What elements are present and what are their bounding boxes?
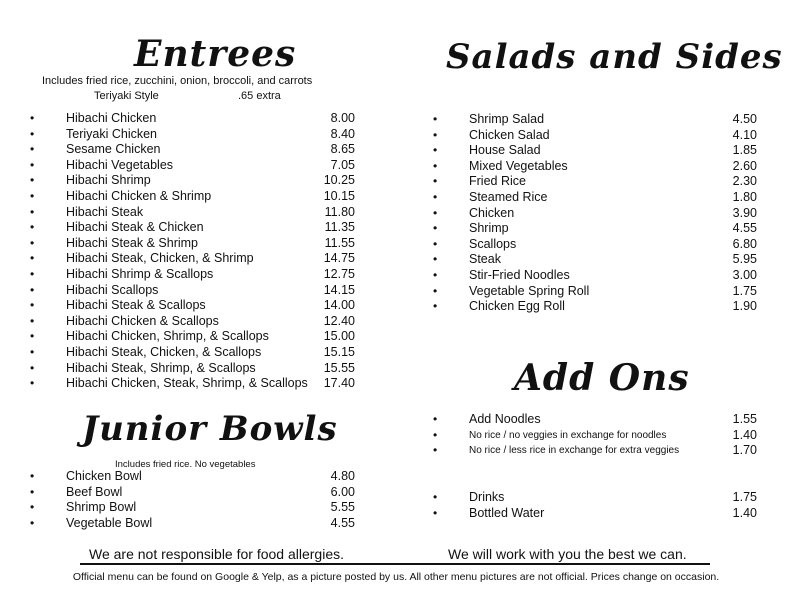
- menu-item-price: 11.35: [324, 220, 355, 235]
- menu-item-price: 4.50: [732, 112, 757, 126]
- bullet-icon: •: [433, 205, 438, 220]
- menu-item-name: Drinks: [469, 490, 505, 504]
- entrees-list: [30, 111, 355, 392]
- menu-item-name: Bottled Water: [469, 505, 545, 520]
- bullet-icon: •: [30, 329, 35, 344]
- menu-item-price: 12.75: [323, 266, 355, 281]
- menu-item-price: 1.85: [732, 143, 757, 158]
- menu-item-name: Hibachi Scallops: [66, 282, 159, 297]
- junior-bowls-list: [30, 469, 355, 531]
- allergy-notice: We are not responsible for food allergies.: [89, 546, 344, 562]
- menu-item-name: Hibachi Steak, Chicken, & Scallops: [66, 344, 262, 359]
- salads-sides-heading: Salads and Sides: [446, 37, 783, 77]
- bullet-icon: •: [30, 376, 35, 391]
- entrees-heading: Entrees: [134, 33, 297, 75]
- menu-item-name: Hibachi Chicken, Shrimp, & Scallops: [66, 329, 269, 344]
- menu-item: [433, 428, 757, 444]
- menu-item-price: 10.15: [323, 188, 355, 203]
- official-menu-footer: Official menu can be found on Google & Yelp, as a picture posted by us. All other menu pictures are not official. Prices change on occasion.: [72, 571, 720, 583]
- menu-item-price: 8.65: [330, 142, 355, 157]
- bullet-icon: •: [30, 126, 35, 141]
- menu-item-price: 15.15: [323, 344, 355, 359]
- bullet-icon: •: [30, 360, 35, 375]
- menu-item: [433, 128, 757, 144]
- bullet-icon: •: [433, 174, 438, 189]
- menu-item: [30, 329, 355, 345]
- menu-item: [30, 283, 355, 299]
- menu-item: [30, 142, 355, 158]
- menu-item-name: Steamed Rice: [469, 189, 548, 204]
- menu-item-price: 14.75: [323, 251, 355, 266]
- bullet-icon: •: [30, 298, 35, 313]
- bullet-icon: •: [433, 127, 438, 142]
- menu-item: [30, 251, 355, 267]
- menu-item: [433, 299, 757, 315]
- menu-item-price: 6.80: [732, 236, 757, 251]
- menu-item-name: Chicken Salad: [469, 127, 550, 142]
- menu-item-name: Hibachi Shrimp & Scallops: [66, 266, 214, 281]
- menu-item-price: 8.40: [330, 126, 355, 141]
- menu-item-name: Hibachi Shrimp: [66, 173, 151, 188]
- menu-item-price: 1.40: [732, 505, 757, 520]
- menu-item: [433, 237, 757, 253]
- menu-item: [30, 500, 355, 516]
- menu-item: [30, 485, 355, 501]
- bullet-icon: •: [30, 142, 35, 157]
- menu-item-name: Shrimp: [469, 221, 509, 236]
- menu-item-price: 3.90: [732, 205, 757, 220]
- bullet-icon: •: [30, 157, 35, 172]
- menu-item-name: Fried Rice: [469, 174, 526, 189]
- menu-item: [433, 190, 757, 206]
- junior-bowls-note: Includes fried rice. No vegetables: [115, 459, 256, 470]
- menu-item-price: 4.55: [732, 221, 757, 236]
- bullet-icon: •: [433, 427, 438, 442]
- menu-item-price: 2.30: [732, 174, 757, 189]
- bullet-icon: •: [433, 112, 438, 126]
- menu-item: [30, 189, 355, 205]
- menu-item-price: 1.55: [732, 412, 757, 426]
- menu-item-name: Sesame Chicken: [66, 142, 161, 157]
- menu-item-name: Hibachi Steak & Shrimp: [66, 235, 199, 250]
- bullet-icon: •: [433, 236, 438, 251]
- menu-item: [433, 506, 757, 522]
- bullet-icon: •: [433, 283, 438, 298]
- bullet-icon: •: [30, 188, 35, 203]
- menu-item-price: 4.80: [330, 469, 355, 483]
- menu-item: [30, 267, 355, 283]
- menu-item-name: Steak: [469, 252, 501, 267]
- menu-item: [433, 490, 757, 506]
- bullet-icon: •: [433, 267, 438, 282]
- menu-item-price: 3.00: [732, 267, 757, 282]
- menu-item-name: Mixed Vegetables: [469, 158, 568, 173]
- menu-item: [433, 221, 757, 237]
- menu-item-name: Hibachi Vegetables: [66, 157, 174, 172]
- menu-item-price: 1.80: [732, 189, 757, 204]
- accommodation-notice: We will work with you the best we can.: [448, 546, 687, 562]
- menu-item-name: Hibachi Steak, Chicken, & Shrimp: [66, 251, 254, 266]
- menu-item: [30, 314, 355, 330]
- menu-item-name: Chicken Bowl: [66, 469, 142, 483]
- bullet-icon: •: [30, 515, 35, 530]
- menu-item-name: House Salad: [469, 143, 541, 158]
- bullet-icon: •: [433, 505, 438, 520]
- bullet-icon: •: [30, 266, 35, 281]
- bullet-icon: •: [30, 313, 35, 328]
- bullet-icon: •: [30, 173, 35, 188]
- menu-item: [433, 268, 757, 284]
- menu-item: [30, 158, 355, 174]
- bullet-icon: •: [30, 500, 35, 515]
- menu-item-name: Vegetable Spring Roll: [469, 283, 590, 298]
- menu-item-name: Hibachi Chicken: [66, 111, 157, 125]
- menu-item-name: Teriyaki Chicken: [66, 126, 158, 141]
- menu-item: [433, 412, 757, 428]
- menu-item: [433, 252, 757, 268]
- menu-item-price: 15.00: [323, 329, 355, 344]
- bullet-icon: •: [30, 204, 35, 219]
- bullet-icon: •: [433, 443, 438, 458]
- menu-item-name: Chicken Egg Roll: [469, 299, 565, 314]
- menu-item-name: Stir-Fried Noodles: [469, 267, 570, 282]
- add-ons-list: [433, 412, 757, 459]
- menu-item: [433, 206, 757, 222]
- bullet-icon: •: [433, 189, 438, 204]
- menu-item-name: Add Noodles: [469, 412, 541, 426]
- menu-item: [30, 345, 355, 361]
- menu-item-name: Beef Bowl: [66, 484, 123, 499]
- menu-item-price: 14.00: [323, 298, 355, 313]
- bullet-icon: •: [30, 344, 35, 359]
- menu-item: [30, 205, 355, 221]
- menu-item-name: Hibachi Chicken & Scallops: [66, 313, 219, 328]
- menu-item-price: 17.40: [323, 376, 355, 391]
- menu-item-price: 1.40: [732, 427, 757, 442]
- bullet-icon: •: [30, 235, 35, 250]
- menu-item: [30, 111, 355, 127]
- menu-item-name: Hibachi Chicken, Steak, Shrimp, & Scallops: [66, 376, 308, 391]
- footer-divider: [80, 563, 710, 565]
- menu-item-name: Shrimp Bowl: [66, 500, 137, 515]
- menu-item-price: 15.55: [323, 360, 355, 375]
- bullet-icon: •: [30, 111, 35, 125]
- menu-item: [30, 127, 355, 143]
- bullet-icon: •: [433, 299, 438, 314]
- bullet-icon: •: [30, 484, 35, 499]
- menu-item: [30, 516, 355, 532]
- menu-item-price: 12.40: [323, 313, 355, 328]
- menu-item-name: Vegetable Bowl: [66, 515, 153, 530]
- teriyaki-style-price: .65 extra: [238, 90, 281, 102]
- menu-item: [30, 469, 355, 485]
- menu-item-price: 6.00: [330, 484, 355, 499]
- menu-item-price: 4.10: [732, 127, 757, 142]
- menu-item: [433, 159, 757, 175]
- menu-item-price: 7.05: [330, 157, 355, 172]
- bullet-icon: •: [30, 251, 35, 266]
- drinks-list: [433, 490, 757, 521]
- entrees-note: Includes fried rice, zucchini, onion, broccoli, and carrots: [42, 75, 313, 87]
- menu-item: [433, 112, 757, 128]
- menu-item-name: No rice / no veggies in exchange for noodles: [469, 429, 667, 441]
- menu-item-price: 2.60: [732, 158, 757, 173]
- menu-item: [433, 174, 757, 190]
- bullet-icon: •: [433, 252, 438, 267]
- menu-item-price: 10.25: [323, 173, 355, 188]
- menu-item-price: 11.80: [324, 204, 355, 219]
- bullet-icon: •: [30, 469, 35, 483]
- menu-item-price: 14.15: [323, 282, 355, 297]
- menu-item-name: Hibachi Steak: [66, 204, 144, 219]
- bullet-icon: •: [433, 143, 438, 158]
- menu-item: [30, 173, 355, 189]
- menu-item-price: 11.55: [324, 235, 355, 250]
- add-ons-heading: Add Ons: [514, 357, 690, 399]
- bullet-icon: •: [433, 412, 438, 426]
- menu-item: [433, 143, 757, 159]
- menu-item-price: 1.75: [732, 283, 757, 298]
- bullet-icon: •: [433, 158, 438, 173]
- menu-item-name: Scallops: [469, 236, 517, 251]
- menu-item-price: 5.55: [330, 500, 355, 515]
- menu-item-name: Hibachi Chicken & Shrimp: [66, 188, 212, 203]
- menu-item: [30, 298, 355, 314]
- menu-item-price: 8.00: [330, 111, 355, 125]
- menu-item-name: No rice / less rice in exchange for extra veggies: [469, 445, 680, 457]
- menu-item-price: 4.55: [330, 515, 355, 530]
- bullet-icon: •: [433, 221, 438, 236]
- menu-item-price: 5.95: [732, 252, 757, 267]
- bullet-icon: •: [30, 220, 35, 235]
- menu-item: [433, 443, 757, 459]
- menu-item-price: 1.75: [732, 490, 757, 504]
- bullet-icon: •: [30, 282, 35, 297]
- menu-item: [30, 236, 355, 252]
- menu-item-name: Hibachi Steak & Chicken: [66, 220, 204, 235]
- menu-item: [30, 220, 355, 236]
- menu-item-name: Shrimp Salad: [469, 112, 545, 126]
- bullet-icon: •: [433, 490, 438, 504]
- menu-item-price: 1.90: [732, 299, 757, 314]
- menu-item-price: 1.70: [732, 443, 757, 458]
- junior-bowls-heading: Junior Bowls: [82, 409, 338, 449]
- salads-sides-list: [433, 112, 757, 315]
- menu-item-name: Hibachi Steak & Scallops: [66, 298, 206, 313]
- menu-item-name: Chicken: [469, 205, 515, 220]
- menu-item-name: Hibachi Steak, Shrimp, & Scallops: [66, 360, 256, 375]
- menu-item: [433, 284, 757, 300]
- menu-item: [30, 361, 355, 377]
- teriyaki-style-label: Teriyaki Style: [94, 90, 159, 102]
- menu-item: [30, 376, 355, 392]
